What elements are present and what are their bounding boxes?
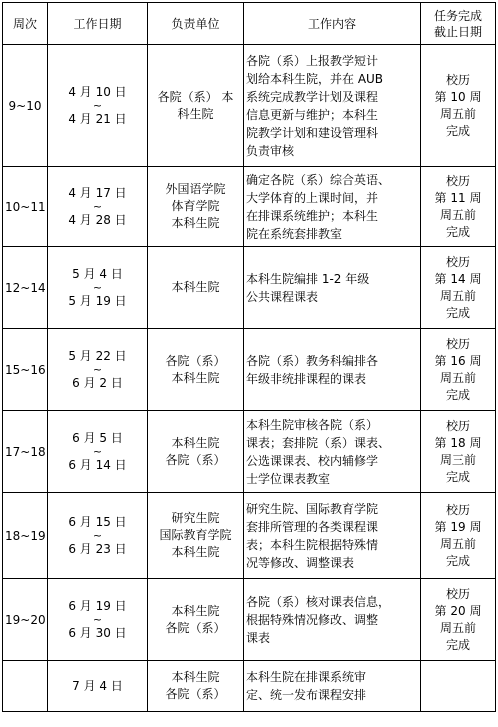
header-deadline-line: 任务完成 [433,8,482,23]
date-text: 6 月 30 日 [68,625,127,640]
content-text: 公选课课表、校内辅修学 [246,453,379,468]
deadline-cell [421,329,496,411]
table-row [3,45,496,167]
content-cell [244,579,421,661]
deadline-text: 完成 [445,305,470,320]
content-text: 本科生院审核各院（系） [246,417,379,432]
content-cell [244,329,421,411]
date-text: 6 月 2 日 [72,375,123,390]
date-range-tilde: ~ [92,199,103,213]
date-cell [48,247,148,329]
unit-text: 各院（系） 本 [157,89,234,104]
table-row [3,579,496,661]
deadline-text: 校历 [445,254,470,269]
date-range-tilde: ~ [92,528,103,542]
content-cell [244,493,421,579]
deadline-text: 校历 [445,502,470,517]
content-text: 定、统一发布课程安排 [246,688,367,702]
unit-text: 各院（系） [165,620,226,635]
date-text: 5 月 19 日 [68,293,127,308]
week-text: 10~11 [5,199,46,214]
week-cell [3,45,48,167]
content-cell [244,661,421,712]
date-range-tilde: ~ [92,362,103,376]
week-cell [3,661,48,712]
deadline-cell [421,167,496,247]
date-range-tilde: ~ [92,444,103,458]
deadline-text: 校历 [445,586,470,601]
unit-cell [148,411,244,493]
deadline-text: 校历 [445,336,470,351]
date-text: 5 月 4 日 [72,266,123,281]
header-content: 工作内容 [244,3,421,45]
content-cell [244,45,421,167]
deadline-text: 完成 [445,553,470,568]
deadline-text: 第 11 周 [434,190,482,205]
deadline-text: 第 19 周 [434,519,482,534]
content-text: 公共课程课表 [246,289,319,304]
deadline-cell [421,45,496,167]
deadline-cell [421,661,496,712]
deadline-text: 周五前 [439,536,476,551]
unit-text: 外国语学院 [165,182,226,196]
date-text: 4 月 28 日 [68,212,127,227]
header-row [3,3,496,45]
date-cell [48,411,148,493]
content-text: 课表；套排院（系）课表、 [246,435,391,450]
unit-text: 本科生院 [171,370,220,385]
unit-text: 研究生院 [171,511,220,525]
unit-text: 国际教育学院 [159,528,232,542]
content-text: 各院（系）教务科编排各 [246,353,379,368]
content-text: 况等修改、调整课表 [246,555,355,570]
deadline-text: 完成 [445,387,470,402]
deadline-text: 完成 [445,123,470,138]
deadline-cell [421,411,496,493]
content-text: 士学位课表教室 [246,471,331,486]
date-text: 6 月 23 日 [68,541,127,556]
unit-text: 各院（系） [165,452,226,467]
content-text: 在排课系统维护；本科生 [246,208,379,223]
week-cell [3,411,48,493]
week-text: 19~20 [5,612,46,627]
content-cell [244,167,421,247]
unit-text: 本科生院 [171,216,220,230]
deadline-text: 校历 [445,173,470,188]
content-cell [244,247,421,329]
date-cell [48,493,148,579]
content-text: 研究生院、国际教育学院 [246,501,379,516]
unit-text: 本科生院 [171,280,220,294]
deadline-text: 周五前 [439,207,476,222]
deadline-text: 周三前 [439,452,476,467]
week-text: 18~19 [5,528,46,543]
date-text: 6 月 5 日 [72,430,123,445]
week-cell [3,493,48,579]
content-cell [244,411,421,493]
deadline-text: 完成 [445,469,470,484]
unit-text: 本科生院 [171,603,220,618]
content-text: 系统完成教学计划及课程 [246,89,379,104]
content-text: 套排所管理的各类课程课 [246,519,379,534]
deadline-cell [421,579,496,661]
unit-text: 科生院 [177,106,214,121]
content-text: 各院（系）上报教学短计 [246,53,379,68]
table-row [3,493,496,579]
deadline-text: 第 18 周 [434,435,482,450]
date-range-tilde: ~ [92,612,103,626]
content-text: 课表 [246,630,271,645]
table-row [3,247,496,329]
date-text: 4 月 21 日 [68,111,127,126]
week-text: 9~10 [8,98,42,113]
date-text: 6 月 14 日 [68,457,127,472]
deadline-text: 周五前 [439,620,476,635]
content-text: 负责审核 [246,143,295,158]
unit-cell [148,493,244,579]
header-deadline [421,3,496,45]
unit-cell [148,661,244,712]
schedule-table [2,2,496,712]
unit-text: 本科生院 [171,435,220,450]
date-text: 4 月 10 日 [68,84,127,99]
content-text: 本科生院在排课系统审 [246,670,367,684]
content-text: 确定各院（系）综合英语、 [246,172,391,187]
content-text: 根据特殊情况修改、调整 [246,612,379,627]
week-cell [3,329,48,411]
deadline-cell [421,247,496,329]
unit-text: 各院（系） [165,687,226,701]
date-cell [48,661,148,712]
date-text: 6 月 15 日 [68,514,127,529]
deadline-text: 周五前 [439,288,476,303]
unit-cell [148,167,244,247]
date-text: 5 月 22 日 [68,348,127,363]
header-deadline-line: 截止日期 [433,24,482,39]
content-text: 划给本科生院，并在 AUB [246,71,384,86]
deadline-text: 完成 [445,224,470,239]
deadline-text: 周五前 [439,370,476,385]
week-text: 12~14 [5,280,46,295]
content-text: 表；本科生院根据特殊情 [246,537,379,552]
date-cell [48,45,148,167]
week-cell [3,579,48,661]
week-cell [3,247,48,329]
date-text: 6 月 19 日 [68,598,127,613]
date-range-tilde: ~ [92,98,103,112]
table-row [3,411,496,493]
deadline-cell [421,493,496,579]
content-text: 大学体育的上课时间，并 [246,190,379,205]
table-row [3,661,496,712]
content-text: 院教学计划和建设管理科 [246,125,379,140]
content-text: 本科生院编排 1-2 年级 [246,271,370,286]
date-cell [48,579,148,661]
header-date: 工作日期 [48,3,148,45]
deadline-text: 校历 [445,418,470,433]
date-cell [48,167,148,247]
deadline-text: 第 20 周 [434,603,482,618]
unit-text: 本科生院 [171,670,220,684]
week-text: 15~16 [5,362,46,377]
deadline-text: 第 10 周 [434,89,482,104]
unit-text: 各院（系） [165,353,226,368]
content-text: 信息更新与维护；本科生 [246,107,379,122]
header-unit: 负责单位 [148,3,244,45]
table-row [3,329,496,411]
date-range-tilde: ~ [92,280,103,294]
unit-cell [148,329,244,411]
unit-text: 本科生院 [171,545,220,559]
date-text: 7 月 4 日 [72,678,123,693]
week-cell [3,167,48,247]
table-row [3,167,496,247]
deadline-text: 完成 [445,637,470,652]
deadline-text: 第 14 周 [434,271,482,286]
content-text: 年级非统排课程的课表 [246,371,367,386]
content-text: 院在系统套排教室 [246,226,343,241]
deadline-text: 第 16 周 [434,353,482,368]
unit-cell [148,45,244,167]
date-cell [48,329,148,411]
unit-cell [148,247,244,329]
deadline-text: 周五前 [439,106,476,121]
content-text: 各院（系）核对课表信息， [246,594,391,609]
date-text: 4 月 17 日 [68,185,127,200]
unit-text: 体育学院 [171,199,220,213]
deadline-text: 校历 [445,72,470,87]
header-week: 周次 [3,3,48,45]
week-text: 17~18 [5,444,46,459]
unit-cell [148,579,244,661]
